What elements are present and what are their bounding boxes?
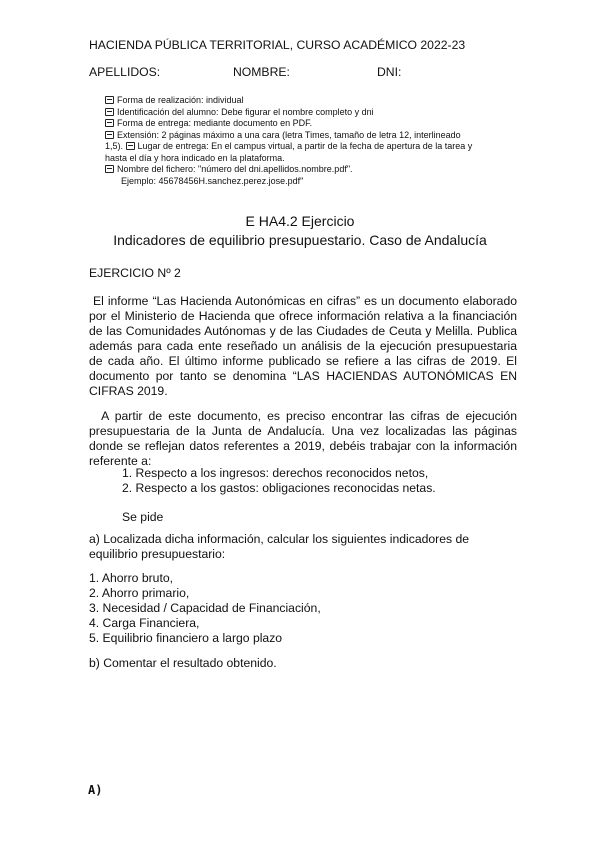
exercise-subtitle: Indicadores de equilibrio presupuestario. Caso de Andalucía: [113, 232, 487, 248]
indicator-item: 5. Equilibrio financiero a largo plazo: [89, 631, 283, 645]
indicator-item: 3. Necesidad / Capacidad de Financiación,: [89, 601, 321, 615]
instructions-block: [105, 95, 525, 187]
paragraph-junta-andalucia: A partir de este documento, es preciso encontrar las cifras de ejecución presupuestaria de la Junta de Andalucía. Una vez localizadas las páginas donde se reflejan datos referentes a 2019, debéis trabajar con la información referente a:: [89, 409, 521, 468]
instruction-lugar-entrega-cont: hasta el día y hora indicado en la plataforma.: [105, 152, 285, 163]
instruction-ejemplo: Ejemplo: 45678456H.sanchez.perez.jose.pdf": [121, 175, 304, 186]
indicator-list: [89, 571, 321, 646]
instruction-forma-entrega: Forma de entrega: mediante documento en PDF.: [105, 118, 525, 130]
exercise-code-title: E HA4.2 Ejercicio: [245, 213, 355, 229]
part-a-intro: a) Localizada dicha información, calcular los siguientes indicadores de equilibrio presupuestario:: [89, 532, 470, 561]
document-icon: [105, 96, 114, 104]
document-icon: [105, 165, 114, 173]
indicator-item: 1. Ahorro bruto,: [89, 571, 174, 585]
document-icon: [105, 119, 114, 127]
part-b: b) Comentar el resultado obtenido.: [89, 656, 277, 670]
instruction-extension: Extensión: 2 páginas máximo a una cara (letra Times, tamaño de letra 12, interlineado: [105, 130, 525, 142]
answer-section-label: A): [88, 783, 103, 797]
indicator-item: 4. Carga Financiera,: [89, 616, 200, 630]
indicator-item: 2. Ahorro primario,: [89, 586, 190, 600]
document-icon: [105, 108, 114, 116]
reference-list: [122, 466, 436, 496]
reference-item-gastos: 2. Respecto a los gastos: obligaciones reconocidas netas.: [122, 481, 436, 495]
se-pide-label: Se pide: [122, 510, 164, 524]
instruction-nombre-fichero: Nombre del fichero: "número del dni.apellidos.nombre.pdf".: [105, 164, 525, 176]
dni-label: DNI:: [377, 65, 402, 79]
course-header: HACIENDA PÚBLICA TERRITORIAL, CURSO ACADÉMICO 2022-23: [89, 38, 466, 52]
instruction-lugar-entrega: 1,5). Lugar de entrega: En el campus virtual, a partir de la fecha de apertura de la tarea y: [105, 141, 473, 151]
paragraph-informe: El informe “Las Hacienda Autonómicas en cifras” es un documento elaborado por el Ministerio de Hacienda que ofrece información relativa a la financiación de las Comunidades Autónomas y de las Ciudades de Ceuta y Melilla. Publica además para cada ente reseñado un análisis de la ejecución presupuestaria de cada año. El último informe publicado se refiere a las cifras de 2019. El documento por tanto se denomina “LAS HACIENDAS AUTONÓMICAS EN CIFRAS 2019.: [89, 294, 521, 398]
exercise-heading: EJERCICIO Nº 2: [89, 266, 181, 280]
reference-item-ingresos: 1. Respecto a los ingresos: derechos reconocidos netos,: [122, 466, 429, 480]
document-icon: [105, 131, 114, 139]
apellidos-label: APELLIDOS:: [89, 65, 161, 79]
instruction-forma-realizacion: Forma de realización: individual: [105, 95, 525, 107]
instruction-identificacion: Identificación del alumno: Debe figurar el nombre completo y dni: [105, 107, 525, 119]
nombre-label: NOMBRE:: [233, 65, 290, 79]
document-icon: [126, 142, 135, 150]
